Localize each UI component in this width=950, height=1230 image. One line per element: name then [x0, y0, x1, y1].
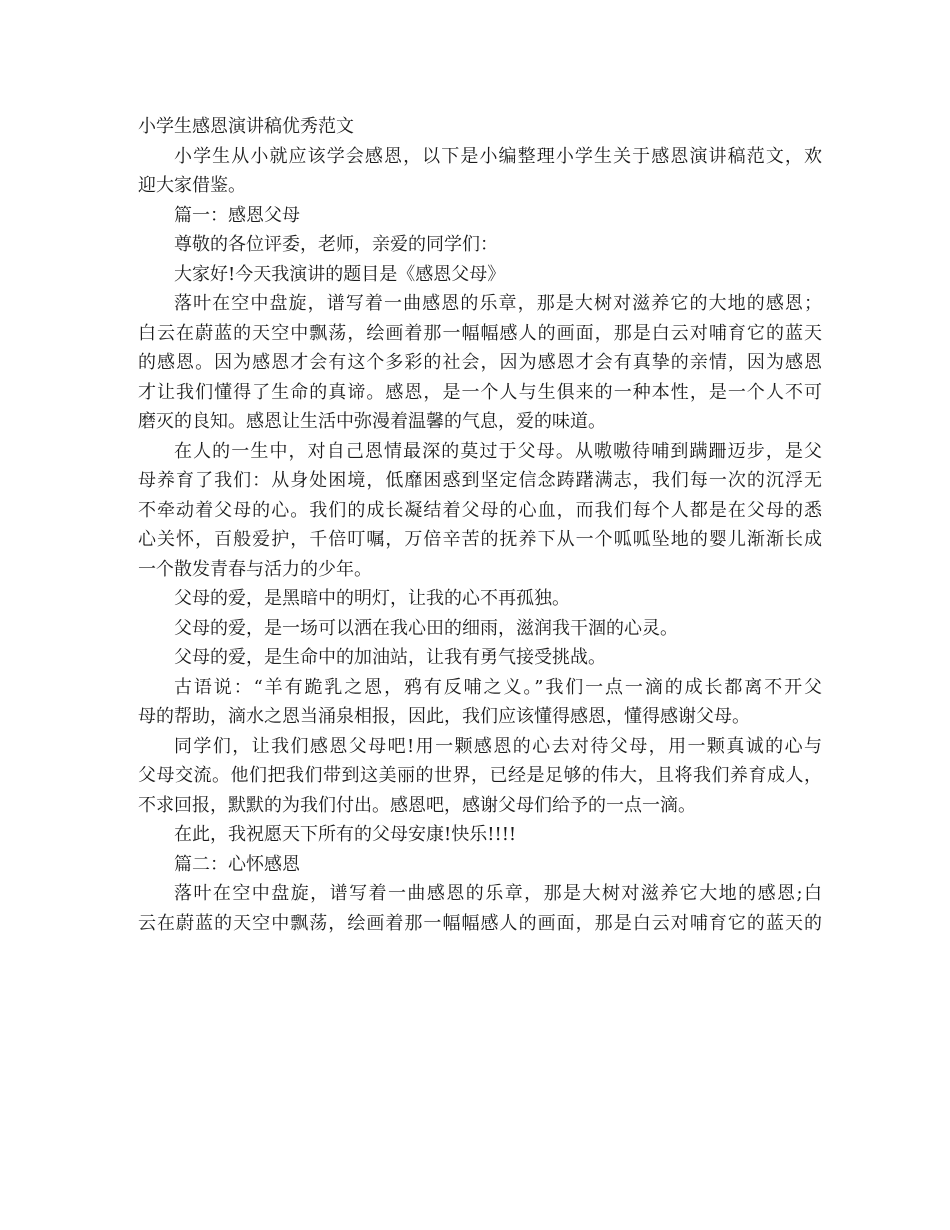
- text-line: 小学生从小就应该学会感恩，以下是小编整理小学生关于感恩演讲稿范文，欢: [174, 145, 822, 167]
- text-line: 母养育了我们：从身处困境，低靡困惑到坚定信念踌躇满志，我们每一次的沉浮无: [138, 470, 822, 491]
- text-line: 在人的一生中，对自己恩情最深的莫过于父母。从嗷嗷待哺到蹒跚迈步，是父: [174, 440, 822, 462]
- text-line: 父母的爱，是生命中的加油站，让我有勇气接受挑战。: [174, 647, 606, 668]
- text-line: 不求回报，默默的为我们付出。感恩吧，感谢父母们给予的一点一滴。: [138, 794, 696, 816]
- text-line: 磨灭的良知。感恩让生活中弥漫着温馨的气息，爱的味道。: [138, 411, 606, 432]
- text-line: 落叶在空中盘旋，谱写着一曲感恩的乐章，那是大树对滋养它的大地的感恩；: [174, 293, 822, 314]
- text-line: 的感恩。因为感恩才会有这个多彩的社会，因为感恩才会有真挚的亲情，因为感恩: [138, 352, 822, 373]
- text-line: 古语说：“羊有跪乳之恩，鸦有反哺之义。”我们一点一滴的成长都离不开父: [174, 676, 822, 698]
- text-line: 不牵动着父母的心。我们的成长凝结着父母的心血，而我们每个人都是在父母的悉: [138, 499, 822, 521]
- text-line: 落叶在空中盘旋，谱写着一曲感恩的乐章，那是大树对滋养它大地的感恩;白: [174, 883, 822, 904]
- text-line: 迎大家借鉴。: [138, 175, 246, 196]
- text-line: 父母的爱，是一场可以洒在我心田的细雨，滋润我干涸的心灵。: [174, 617, 678, 639]
- text-line: 篇一：感恩父母: [174, 204, 300, 226]
- document-body: [138, 112, 822, 938]
- document-title: 小学生感恩演讲稿优秀范文: [138, 116, 354, 137]
- text-line: 云在蔚蓝的天空中飘荡，绘画着那一幅幅感人的画面，那是白云对哺育它的蓝天的: [138, 912, 822, 934]
- text-line: 在此，我祝愿天下所有的父母安康!快乐!!!!: [174, 824, 517, 845]
- text-line: 父母的爱，是黑暗中的明灯，让我的心不再孤独。: [174, 588, 570, 609]
- text-line: 一个散发青春与活力的少年。: [138, 558, 372, 580]
- text-line: 才让我们懂得了生命的真谛。感恩，是一个人与生俱来的一种本性，是一个人不可: [138, 381, 822, 403]
- text-line: 大家好!今天我演讲的题目是《感恩父母》: [174, 263, 506, 285]
- text-line: 篇二：心怀感恩: [174, 853, 300, 875]
- text-line: 同学们，让我们感恩父母吧!用一颗感恩的心去对待父母，用一颗真诚的心与: [174, 735, 822, 757]
- text-line: 心关怀，百般爱护，千倍叮嘱，万倍辛苦的抚养下从一个呱呱坠地的婴儿渐渐长成: [138, 529, 822, 550]
- paragraph-lines: [138, 142, 822, 939]
- text-line: 尊敬的各位评委，老师，亲爱的同学们：: [174, 234, 498, 255]
- text-line: 父母交流。他们把我们带到这美丽的世界，已经是足够的伟大，且将我们养育成人，: [138, 765, 822, 786]
- text-line: 母的帮助，滴水之恩当涌泉相报，因此，我们应该懂得感恩，懂得感谢父母。: [138, 706, 750, 727]
- text-line: 白云在蔚蓝的天空中飘荡，绘画着那一幅幅感人的画面，那是白云对哺育它的蓝天: [138, 322, 822, 344]
